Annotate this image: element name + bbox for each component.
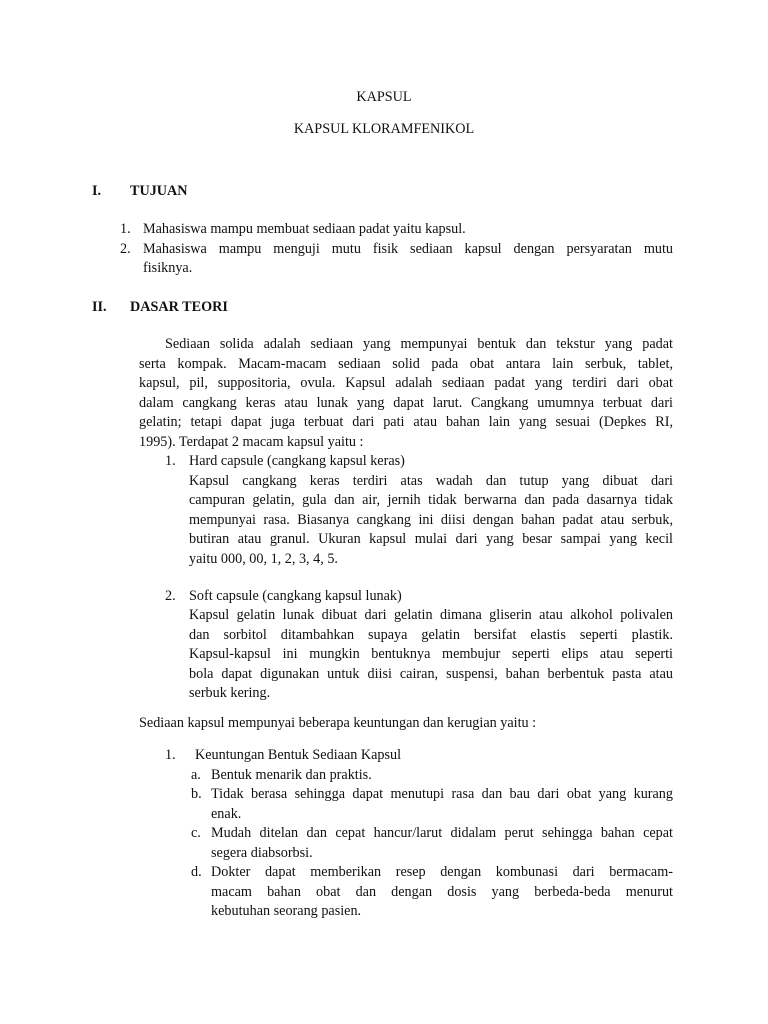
advantage-d-line-3: kebutuhan seorang pasien. xyxy=(211,903,362,919)
section-1-heading: TUJUAN xyxy=(130,183,188,199)
document-subtitle: KAPSUL KLORAMFENIKOL xyxy=(293,121,475,137)
advantage-b-letter: b. xyxy=(191,786,202,802)
objective-2-line-1: Mahasiswa mampu menguji mutu fisik sediaan kapsul dengan persyaratan mutu xyxy=(143,241,673,257)
document-title: KAPSUL xyxy=(356,89,412,105)
advantage-a-letter: a. xyxy=(191,767,201,783)
advantages-title: Keuntungan Bentuk Sediaan Kapsul xyxy=(195,747,402,763)
advantage-d-letter: d. xyxy=(191,864,202,880)
capsule-type-2-line-4: bola dapat digunakan untuk diisi cairan, suspensi, bahan berbentuk pasta atau xyxy=(189,666,673,682)
capsule-type-1-line-4: butiran atau granul. Ukuran kapsul mulai dari yang besar sampai yang kecil xyxy=(189,531,673,547)
advantage-b-line-2: enak. xyxy=(211,806,242,822)
advantage-d-line-1: Dokter dapat memberikan resep dengan kombunasi dari bermacam- xyxy=(211,864,673,880)
advantage-c-line-1: Mudah ditelan dan cepat hancur/larut didalam perut sehingga bahan cepat xyxy=(211,825,673,841)
capsule-type-2-line-1: Kapsul gelatin lunak dibuat dari gelatin dimana gliserin atau alkohol polivalen xyxy=(189,607,673,623)
intro-line-4: dalam cangkang keras atau lunak yang dapat larut. Cangkang umumnya terbuat dari xyxy=(139,395,673,411)
intro-line-1: Sediaan solida adalah sediaan yang mempunyai bentuk dan tekstur yang padat xyxy=(165,336,673,352)
capsule-type-2-title: Soft capsule (cangkang kapsul lunak) xyxy=(189,588,402,604)
advantage-c-line-2: segera diabsorbsi. xyxy=(211,845,313,861)
section-2-number: II. xyxy=(92,299,107,315)
capsule-type-2-line-5: serbuk kering. xyxy=(189,685,271,701)
capsule-type-1-line-2: campuran gelatin, gula dan air, jernih tidak berwarna dan pada dasarnya tidak xyxy=(189,492,673,508)
advantages-intro: Sediaan kapsul mempunyai beberapa keuntungan dan kerugian yaitu : xyxy=(139,715,537,731)
capsule-type-1-line-3: mempunyai rasa. Biasanya cangkang ini diisi dengan bahan padat atau serbuk, xyxy=(189,512,673,528)
objective-2-line-2: fisiknya. xyxy=(143,260,193,276)
capsule-type-1-line-1: Kapsul cangkang keras terdiri atas wadah dan tutup yang dibuat dari xyxy=(189,473,673,489)
capsule-type-2-line-2: dan sorbitol ditambahkan supaya gelatin bersifat elastis seperti plastik. xyxy=(189,627,673,643)
advantages-number: 1. xyxy=(165,747,176,763)
capsule-type-1-number: 1. xyxy=(165,453,176,469)
intro-line-6: 1995). Terdapat 2 macam kapsul yaitu : xyxy=(139,434,364,450)
advantage-c-letter: c. xyxy=(191,825,201,841)
capsule-type-2-line-3: Kapsul-kapsul ini mungkin bentuknya membujur seperti elips atau seperti xyxy=(189,646,673,662)
section-2-heading: DASAR TEORI xyxy=(130,299,228,315)
advantage-b-line-1: Tidak berasa sehingga dapat menutupi rasa dan bau dari obat yang kurang xyxy=(211,786,673,802)
advantage-a-line-1: Bentuk menarik dan praktis. xyxy=(211,767,372,783)
section-1-number: I. xyxy=(92,183,102,199)
intro-line-3: kapsul, pil, suppositoria, ovula. Kapsul adalah sediaan padat yang terdiri dari obat xyxy=(139,375,673,391)
intro-line-2: serta kompak. Macam-macam sediaan solid pada obat antara lain serbuk, tablet, xyxy=(139,356,673,372)
objective-1-number: 1. xyxy=(120,221,131,237)
intro-line-5: gelatin; tetapi dapat juga terbuat dari pati atau bahan lain yang sesuai (Depkes RI, xyxy=(139,414,673,430)
advantage-d-line-2: macam bahan obat dan dengan dosis yang berbeda-beda menurut xyxy=(211,884,673,900)
capsule-type-1-line-5: yaitu 000, 00, 1, 2, 3, 4, 5. xyxy=(189,551,338,567)
objective-1-text: Mahasiswa mampu membuat sediaan padat yaitu kapsul. xyxy=(143,221,466,237)
capsule-type-1-title: Hard capsule (cangkang kapsul keras) xyxy=(189,453,405,469)
objective-2-number: 2. xyxy=(120,241,131,257)
capsule-type-2-number: 2. xyxy=(165,588,176,604)
